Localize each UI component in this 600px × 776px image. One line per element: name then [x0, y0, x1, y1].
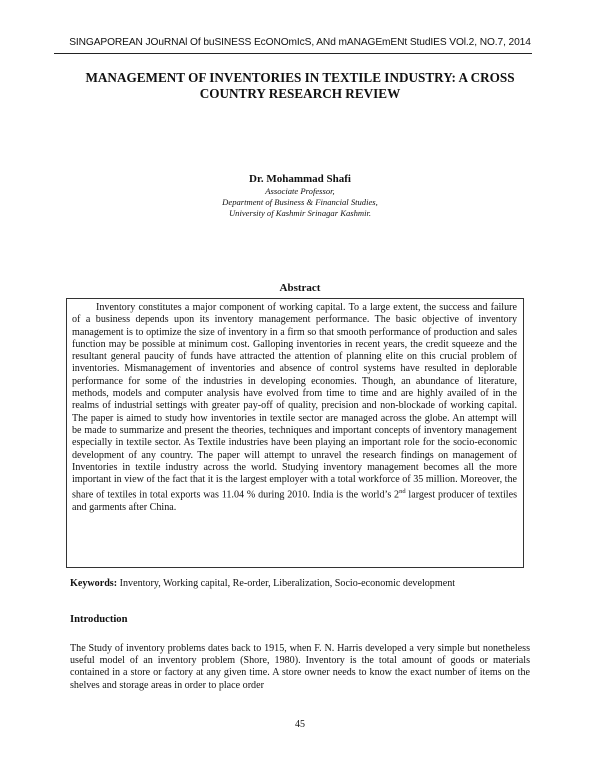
abstract-text-end: largest producer of textiles and garments after China. — [72, 489, 517, 514]
author-name: Dr. Mohammad Shafi — [249, 173, 351, 185]
header-rule — [54, 53, 532, 54]
keywords-label: Keywords: — [70, 578, 118, 589]
page-number: 45 — [295, 719, 305, 730]
paper-title: MANAGEMENT OF INVENTORIES IN TEXTILE INDUSTRY: A CROSS COUNTRY RESEARCH REVIEW — [85, 70, 515, 101]
introduction-heading: Introduction — [70, 614, 128, 625]
author-block — [0, 173, 600, 219]
abstract-superscript: nd — [399, 488, 406, 496]
keywords-line — [70, 578, 550, 590]
abstract-text — [72, 302, 517, 514]
running-header: SINGAPOREAN JOuRNAl Of buSINESS EcONOmIcS, ANd mANAGEmENt StudIES VOl.2, NO.7, 2014 — [69, 37, 531, 48]
introduction-text: The Study of inventory problems dates back to 1915, when F. N. Harris developed a very simple but nonetheless useful model of an inventory problem (Shore, 1980). Inventory is the total amount of goods or materials contained in a store or factory at any given time. A store owner needs to know the exact number of items on the shelves and storage areas in order to place order — [70, 643, 530, 691]
abstract-heading: Abstract — [279, 282, 321, 294]
author-department: Department of Business & Financial Studies, — [222, 197, 378, 207]
keywords-text: Inventory, Working capital, Re-order, Liberalization, Socio-economic development — [117, 578, 456, 589]
abstract-text-main: Inventory constitutes a major component of working capital. To a large extent, the success and failure of a business depends upon its inventory management performance. The basic objective of inventory management is to optimize the size of inventory in a firm so that smooth performance of production and sales function may be possible at minimum cost. Galloping inventories in recent years, the credit squeeze and the resultant general paucity of funds have attracted the attention of planning elite on this crucial problem of inventories. Mismanagement of inventories and absence of control systems have resulted in deplorable performance for some of the industries in developing economies. Though, an abundance of literature, methods, models and computer analysis have evolved from time to time and are highly availed of in the realms of industrial settings with greater pay-off of quality, precision and non-blockade of working capital. The paper is aimed to study how inventories in textile sector are managed across the globe. An attempt will be made to summarize and present the theories, techniques and important concepts of inventory management especially in textile sector. As Textile industries have been playing an important role for the socio-economic development of any country. The paper will attempt to unravel the research findings on management of Inventories in textile industry across the world. Studying inventory management becomes all the more important in view of the fact that it is the largest employer with a total workforce of 35 million. Moreover, the share of textiles in total exports was 11.04 % during 2010. India is the world’s 2 — [72, 302, 517, 501]
abstract-box — [66, 298, 524, 568]
author-university: University of Kashmir Srinagar Kashmir. — [228, 208, 372, 218]
author-position: Associate Professor, — [265, 186, 335, 196]
